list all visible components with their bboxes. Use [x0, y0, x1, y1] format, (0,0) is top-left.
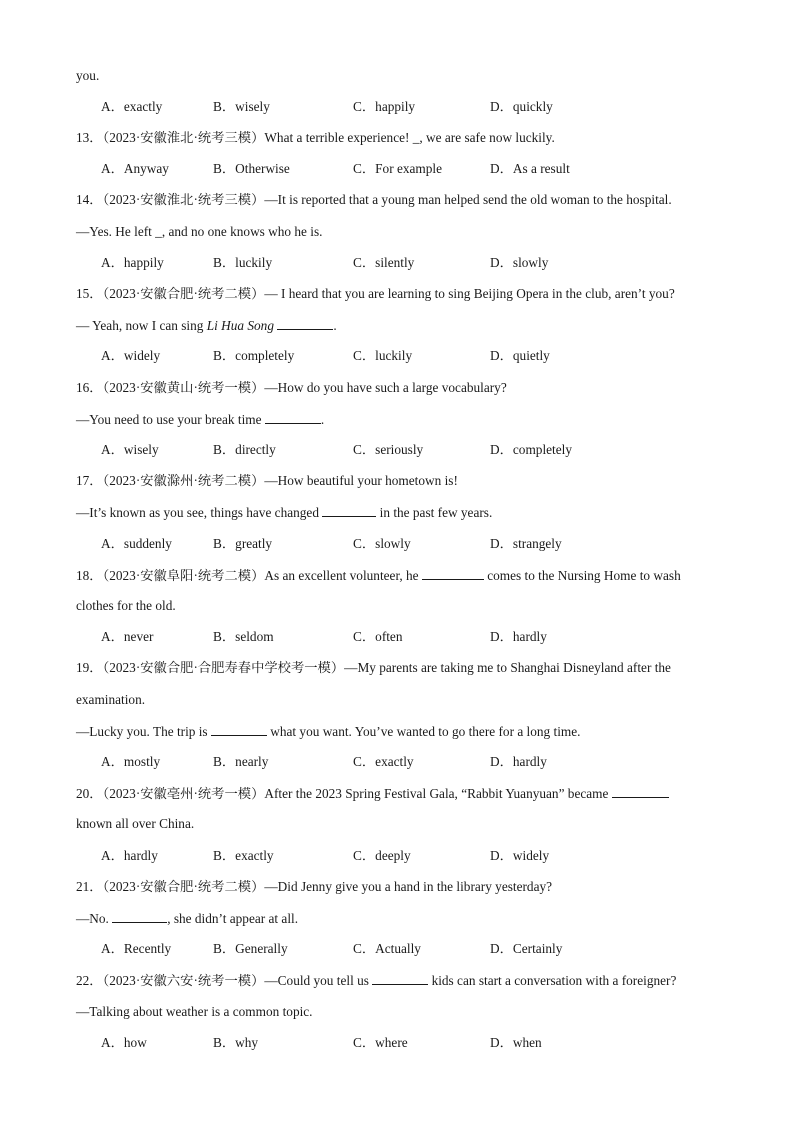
question-16-options — [101, 442, 701, 458]
question-14-answer-line: —Yes. He left _, and no one knows who he is. — [76, 224, 323, 239]
question-19-continuation: examination. — [76, 692, 146, 707]
option-a: A．Anyway — [101, 161, 169, 176]
question-source: （2023·安徽淮北·统考三模） — [102, 130, 265, 145]
song-title: Li Hua Song — [206, 318, 274, 333]
option-a: A．happily — [101, 255, 164, 270]
question-source: （2023·安徽合肥·统考二模） — [102, 879, 265, 894]
question-19-options — [101, 754, 701, 770]
answer-blank — [612, 785, 669, 798]
question-17-stem: 17．（2023·安徽滁州·统考二模）—How beautiful your hometown is! — [76, 473, 458, 488]
question-17-options — [101, 536, 701, 552]
option-c: C．slowly — [353, 536, 411, 551]
option-b: B．completely — [213, 348, 295, 363]
question-source: （2023·安徽滁州·统考二模） — [102, 473, 265, 488]
option-b: B．luckily — [213, 255, 273, 270]
question-17-answer-line: —It’s known as you see, things have changed in the past few years. — [76, 505, 493, 520]
answer-blank — [277, 317, 333, 330]
question-15-answer-line: — Yeah, now I can sing Li Hua Song . — [76, 318, 337, 333]
option-b: B．exactly — [213, 848, 274, 863]
question-number: 18 — [76, 568, 90, 583]
question-number: 14 — [76, 192, 90, 207]
option-b: B．nearly — [213, 754, 269, 769]
question-19-stem: 19．（2023·安徽合肥·合肥寿春中学校考一模）—My parents are taking me to Shanghai Disneyland after the — [76, 660, 671, 675]
question-16-answer-line: —You need to use your break time . — [76, 412, 325, 427]
option-a: A．widely — [101, 348, 161, 363]
question-13-options — [101, 161, 701, 177]
option-b: B．directly — [213, 442, 276, 457]
option-d: D．slowly — [490, 255, 549, 270]
question-number: 16 — [76, 380, 90, 395]
question-number: 17 — [76, 473, 90, 488]
option-b: B．greatly — [213, 536, 273, 551]
answer-blank — [372, 972, 428, 985]
option-a: A．how — [101, 1035, 147, 1050]
question-source: （2023·安徽阜阳·统考二模） — [102, 568, 265, 583]
option-d: D．when — [490, 1035, 542, 1050]
question-22-answer-line: —Talking about weather is a common topic. — [76, 1004, 313, 1019]
option-c: C．For example — [353, 161, 443, 176]
question-18-continuation: clothes for the old. — [76, 598, 176, 613]
question-source: （2023·安徽合肥·合肥寿春中学校考一模） — [102, 660, 345, 675]
option-d: D．hardly — [490, 754, 547, 769]
option-a: A．Recently — [101, 941, 172, 956]
option-d: D．quickly — [490, 99, 553, 114]
question-22-options — [101, 1035, 701, 1051]
option-a: A．suddenly — [101, 536, 172, 551]
question-source: （2023·安徽亳州·统考一模） — [102, 786, 265, 801]
question-18-stem: 18．（2023·安徽阜阳·统考二模）As an excellent volunteer, he comes to the Nursing Home to wash — [76, 568, 681, 583]
option-c: C．luckily — [353, 348, 413, 363]
question-source: （2023·安徽淮北·统考三模） — [102, 192, 265, 207]
option-c: C．happily — [353, 99, 416, 114]
question-20-options — [101, 848, 701, 864]
option-c: C．Actually — [353, 941, 421, 956]
question-22-stem: 22．（2023·安徽六安·统考一模）—Could you tell us kids can start a conversation with a foreigner? — [76, 973, 677, 988]
option-b: B．Otherwise — [213, 161, 290, 176]
question-number: 21 — [76, 879, 90, 894]
question-19-answer-line: —Lucky you. The trip is what you want. You’ve wanted to go there for a long time. — [76, 724, 581, 739]
question-20-stem: 20．（2023·安徽亳州·统考一模）After the 2023 Spring Festival Gala, “Rabbit Yuanyuan” became — [76, 785, 669, 802]
option-d: D．hardly — [490, 629, 547, 644]
question-source: （2023·安徽六安·统考一模） — [102, 973, 265, 988]
option-b: B．seldom — [213, 629, 274, 644]
answer-blank — [112, 910, 167, 923]
question-source: （2023·安徽合肥·统考二模） — [102, 286, 265, 301]
question-20-continuation: known all over China. — [76, 816, 195, 831]
question-number: 20 — [76, 786, 90, 801]
option-c: C．deeply — [353, 848, 411, 863]
question-13-stem: 13．（2023·安徽淮北·统考三模）What a terrible experience! _, we are safe now luckily. — [76, 130, 555, 145]
answer-blank — [265, 411, 321, 424]
question-number: 13 — [76, 130, 90, 145]
option-a: A．exactly — [101, 99, 163, 114]
question-21-answer-line: —No. , she didn’t appear at all. — [76, 911, 299, 926]
question-number: 19 — [76, 660, 90, 675]
option-d: D．Certainly — [490, 941, 563, 956]
question-18-options — [101, 629, 701, 645]
option-a: A．hardly — [101, 848, 158, 863]
option-d: D．completely — [490, 442, 572, 457]
option-c: C．seriously — [353, 442, 424, 457]
question-14-stem: 14．（2023·安徽淮北·统考三模）—It is reported that a young man helped send the old woman to the hospital. — [76, 192, 672, 207]
question-15-options — [101, 348, 701, 364]
option-c: C．often — [353, 629, 403, 644]
option-c: C．exactly — [353, 754, 414, 769]
question-21-stem: 21．（2023·安徽合肥·统考二模）—Did Jenny give you a hand in the library yesterday? — [76, 879, 553, 894]
option-c: C．where — [353, 1035, 408, 1050]
option-a: A．wisely — [101, 442, 159, 457]
option-a: A．mostly — [101, 754, 161, 769]
question-12-options — [101, 99, 701, 115]
option-d: D．strangely — [490, 536, 562, 551]
question-source: （2023·安徽黄山·统考一模） — [102, 380, 265, 395]
question-12-continuation: you. — [76, 68, 100, 83]
option-d: D．widely — [490, 848, 550, 863]
question-number: 15 — [76, 286, 90, 301]
option-b: B．Generally — [213, 941, 288, 956]
question-15-stem: 15．（2023·安徽合肥·统考二模）— I heard that you are learning to sing Beijing Opera in the club, aren’t you? — [76, 286, 675, 301]
question-21-options — [101, 941, 701, 957]
option-a: A．never — [101, 629, 154, 644]
option-d: D．As a result — [490, 161, 570, 176]
option-c: C．silently — [353, 255, 415, 270]
question-14-options — [101, 255, 701, 271]
answer-blank — [211, 723, 267, 736]
question-number: 22 — [76, 973, 90, 988]
option-b: B．wisely — [213, 99, 270, 114]
answer-blank — [422, 567, 484, 580]
answer-blank — [322, 504, 376, 517]
option-b: B．why — [213, 1035, 259, 1050]
question-16-stem: 16．（2023·安徽黄山·统考一模）—How do you have such a large vocabulary? — [76, 380, 507, 395]
option-d: D．quietly — [490, 348, 550, 363]
